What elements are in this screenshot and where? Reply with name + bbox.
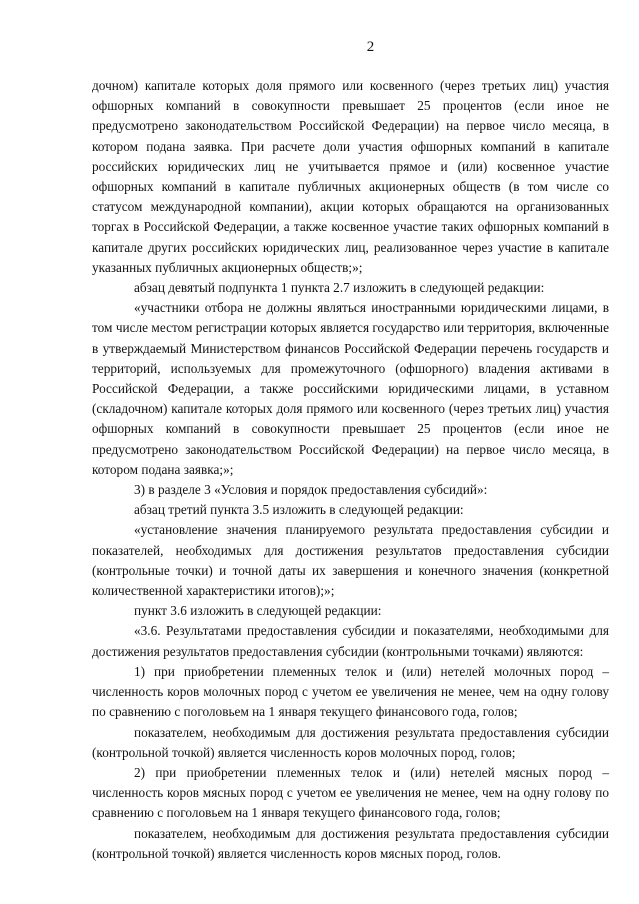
paragraph-participants-requirement: «участники отбора не должны являться иностранными юридическими лицами, в том числе местом регистрации которых является государство или территория, включенные в утверждаемый Министерством финансов Российской Федерации перечень государств и территорий, используемых для промежуточного (офшорного) владения активами в Российской Федерации, а также российскими юридическими лицами, в уставном (складочном) капитале которых доля прямого или косвенного (через третьих лиц) участия офшорных компаний в совокупности превышает 25 процентов (если иное не предусмотрено законодательством Российской Федерации) на первое число месяца, в котором подана заявка;»; xyxy=(92,300,609,477)
paragraph-planned-result: «установление значения планируемого результата предоставления субсидии и показателей, необходимых для достижения результатов предоставления субсидии (контрольные точки) и точной даты их завершения и конечного значения (конкретной количественной характеристики итогов);»; xyxy=(92,522,609,599)
paragraph-amend-3-6: пункт 3.6 изложить в следующей редакции: xyxy=(134,603,382,619)
paragraph-dairy-indicator: показателем, необходимым для достижения результата предоставления субсидии (контрольной точкой) является численность коров молочных пород, голов; xyxy=(92,724,609,760)
paragraph-dairy-heifers: 1) при приобретении племенных телок и (или) нетелей молочных пород – численность коров молочных пород с учетом ее увеличения не менее, чем на одну голову по сравнению с поголовьем на 1 января текущего финансового года, голов; xyxy=(92,663,609,720)
paragraph-beef-indicator: показателем, необходимым для достижения результата предоставления субсидии (контрольной точкой) является численность коров мясных пород, голов. xyxy=(92,825,609,861)
paragraph-beef-heifers: 2) при приобретении племенных телок и (или) нетелей мясных пород – численность коров мясных пород с учетом ее увеличения не менее, чем на одну голову по сравнению с поголовьем на 1 января текущего финансового года, голов; xyxy=(92,764,609,821)
paragraph-offshore-continuation: дочном) капитале которых доля прямого или косвенного (через третьих лиц) участия офшорных компаний в совокупности превышает 25 процентов (если иное не предусмотрено законодательством Российской Федерации) на первое число месяца, в котором подана заявка. При расчете доли участия офшорных компаний в капитале российских юридических лиц не учитывается прямое и (или) косвенное участие офшорных компаний в капитале публичных акционерных обществ (в том числе со статусом международной компании), акции которых обращаются на организованных торгах в Российской Федерации, а также косвенное участие таких офшорных компаний в капитале других российских юридических лиц, реализованное через участие в капитале указанных публичных акционерных обществ;»; xyxy=(92,78,609,275)
paragraph-section-3: 3) в разделе 3 «Условия и порядок предоставления субсидий»: xyxy=(134,482,488,498)
paragraph-amend-3-5: абзац третий пункта 3.5 изложить в следующей редакции: xyxy=(134,502,464,518)
document-body xyxy=(92,76,609,864)
paragraph-3-6-results: «3.6. Результатами предоставления субсидии и показателями, необходимыми для достижения результатов предоставления субсидии (контрольными точками) являются: xyxy=(92,623,609,659)
paragraph-amend-2-7: абзац девятый подпункта 1 пункта 2.7 изложить в следующей редакции: xyxy=(134,280,545,296)
page-number: 2 xyxy=(366,39,375,55)
